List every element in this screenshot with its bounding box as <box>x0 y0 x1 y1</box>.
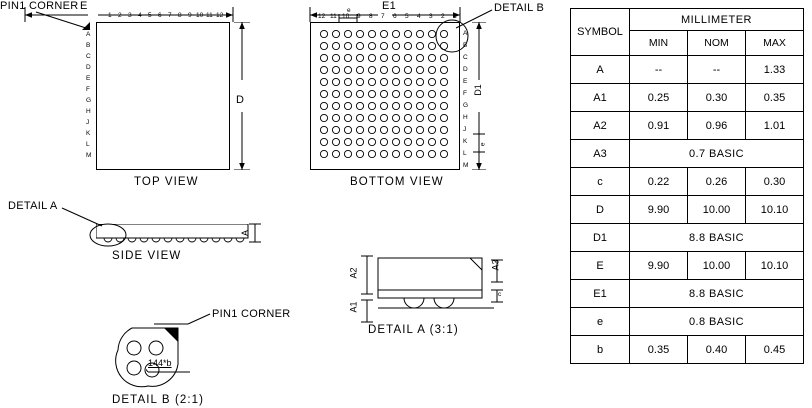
table-header-symbol: SYMBOL <box>571 9 630 56</box>
side-view-dim-a-arrow <box>248 222 262 246</box>
bottom-view-dim-d1-label: D1 <box>472 84 483 96</box>
table-row <box>571 56 804 84</box>
table-header-nom: NOM <box>688 31 746 56</box>
table-cell-max: 10.10 <box>746 196 804 224</box>
dimension-table-wrap <box>570 8 804 364</box>
table-cell-symbol: A3 <box>571 140 630 168</box>
table-row <box>571 168 804 196</box>
table-row <box>571 224 804 252</box>
table-cell-min: 0.91 <box>630 112 688 140</box>
table-cell-symbol: D <box>571 196 630 224</box>
top-view-group <box>0 0 260 200</box>
bottom-view-title: BOTTOM VIEW <box>350 176 444 188</box>
table-cell-min: 9.90 <box>630 196 688 224</box>
table-cell-basic: 8.8 BASIC <box>630 280 804 308</box>
table-cell-max: 0.30 <box>746 168 804 196</box>
table-cell-basic: 0.8 BASIC <box>630 308 804 336</box>
top-view-column-labels: 1 2 3 4 5 6 7 8 9 10 11 12 <box>108 12 224 19</box>
table-cell-symbol: E1 <box>571 280 630 308</box>
top-view-body-outline <box>96 22 230 170</box>
table-header-min: MIN <box>630 31 688 56</box>
table-row <box>571 84 804 112</box>
table-cell-min: 0.25 <box>630 84 688 112</box>
bottom-view-row-labels: A B C D E F G H J K L M <box>463 30 469 169</box>
table-row <box>571 336 804 364</box>
table-cell-max: 1.33 <box>746 56 804 84</box>
detail-a-title: DETAIL A (3:1) <box>368 324 459 336</box>
table-cell-nom: 0.96 <box>688 112 746 140</box>
table-header-unit: MILLIMETER <box>630 9 804 31</box>
table-cell-symbol: A <box>571 56 630 84</box>
table-cell-nom: 10.00 <box>688 196 746 224</box>
table-cell-max: 0.45 <box>746 336 804 364</box>
table-cell-symbol: c <box>571 168 630 196</box>
table-cell-nom: 0.30 <box>688 84 746 112</box>
table-row <box>571 252 804 280</box>
table-cell-symbol: E <box>571 252 630 280</box>
bottom-view-ball-grid <box>310 22 460 170</box>
detail-b-group <box>96 300 326 408</box>
table-cell-min: 0.22 <box>630 168 688 196</box>
detail-b-dim-b-label: 144*b <box>148 358 172 368</box>
side-view-dim-a-label: A <box>240 229 251 237</box>
table-header-row-unit <box>571 9 804 31</box>
table-cell-symbol: A2 <box>571 112 630 140</box>
bottom-view-dim-e-right-label: e <box>479 142 487 147</box>
table-row <box>571 308 804 336</box>
table-cell-symbol: A1 <box>571 84 630 112</box>
table-row <box>571 196 804 224</box>
detail-a-dim-c-label: c <box>498 291 502 298</box>
table-cell-min: 9.90 <box>630 252 688 280</box>
bottom-view-column-labels: 12 11 10 9 8 7 6 5 4 3 2 1 <box>318 13 457 20</box>
top-view-dim-e-label: E <box>80 0 88 12</box>
top-view-row-labels: A B C D E F G H J K L M <box>86 31 92 159</box>
table-cell-symbol: b <box>571 336 630 364</box>
detail-a-dim-a1-arrow <box>360 298 374 326</box>
detail-a-dim-a3-label: A3 <box>490 259 501 271</box>
bottom-view-dim-e-pitch-label: e <box>347 7 351 14</box>
detail-a-dim-a1-label: A1 <box>348 301 359 313</box>
table-cell-max: 10.10 <box>746 252 804 280</box>
detail-a-dim-c-arrow <box>490 288 504 306</box>
detail-a-dim-a2-arrow <box>360 254 374 298</box>
table-cell-symbol: D1 <box>571 224 630 252</box>
table-row <box>571 280 804 308</box>
top-view-title: TOP VIEW <box>134 176 199 188</box>
table-cell-nom: 0.26 <box>688 168 746 196</box>
side-view-title: SIDE VIEW <box>112 250 182 262</box>
detail-a-body-outline <box>376 256 500 322</box>
detail-b-dim-b-leader <box>146 348 200 374</box>
bottom-view-dim-e1-label: E1 <box>382 0 397 12</box>
table-cell-nom: 0.40 <box>688 336 746 364</box>
table-row <box>571 112 804 140</box>
table-cell-min: -- <box>630 56 688 84</box>
detail-b-callout-label: DETAIL B <box>494 2 545 14</box>
table-cell-max: 0.35 <box>746 84 804 112</box>
table-cell-nom: -- <box>688 56 746 84</box>
bottom-view-group <box>296 0 545 200</box>
table-cell-basic: 0.7 BASIC <box>630 140 804 168</box>
table-cell-min: 0.35 <box>630 336 688 364</box>
detail-a-group <box>340 240 530 340</box>
detail-b-pin1-label: PIN1 CORNER <box>212 308 291 320</box>
detail-a-callout-label: DETAIL A <box>8 200 58 212</box>
table-row <box>571 140 804 168</box>
table-cell-basic: 8.8 BASIC <box>630 224 804 252</box>
table-cell-symbol: e <box>571 308 630 336</box>
top-view-dim-d-label: D <box>236 94 245 106</box>
detail-a-dim-a2-label: A2 <box>348 267 359 279</box>
table-cell-nom: 10.00 <box>688 252 746 280</box>
table-header-max: MAX <box>746 31 804 56</box>
detail-b-title: DETAIL B (2:1) <box>112 394 205 406</box>
table-cell-max: 1.01 <box>746 112 804 140</box>
dimension-table <box>570 8 804 364</box>
side-view-group <box>0 196 270 266</box>
top-view-pin1-label: PIN1 CORNER <box>0 0 79 12</box>
